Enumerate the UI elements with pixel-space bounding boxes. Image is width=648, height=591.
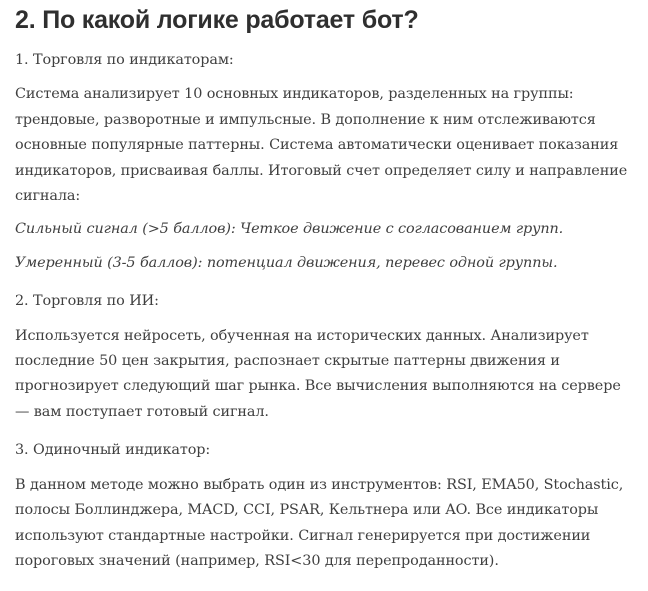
section2-title: 2. Торговля по ИИ: — [15, 293, 159, 310]
section1-text: Система анализирует 10 основных индикаторов, разделенных на группы: трендовые, разворотные и импульсные. В дополнение к ним отслеживаются основные популярные паттерны. Система автоматически оценивает показания индикаторов, присваивая баллы. Итоговый счет определяет силу и направление сигнала: — [15, 86, 628, 205]
strong-signal-text: Сильный сигнал (>5 баллов): Четкое движение с согласованием групп. — [15, 221, 564, 238]
section1-title: 1. Торговля по индикаторам: — [15, 52, 234, 68]
section3-title: 3. Одиночный индикатор: — [15, 442, 211, 459]
moderate-signal-text: Умеренный (3-5 баллов): потенциал движения, перевес одной группы. — [15, 254, 558, 271]
article — [15, 0, 635, 574]
section3-text: В данном методе можно выбрать один из инструментов: RSI, EMA50, Stochastic, полосы Боллинджера, MACD, CCI, PSAR, Кельтнера или AO. Все индикаторы используют стандартные настройки. Сигнал генерируется при достижении пороговых значений (например, RSI<30 для перепроданности). — [15, 476, 624, 569]
section2-text: Используется нейросеть, обученная на исторических данных. Анализирует последние 50 цен закрытия, распознает скрытые паттерны движения и прогнозирует следующий шаг рынка. Все вычисления выполняются на сервере — вам поступает готовый сигнал. — [15, 327, 621, 420]
section-heading: 2. По какой логике работает бот? — [15, 6, 419, 34]
